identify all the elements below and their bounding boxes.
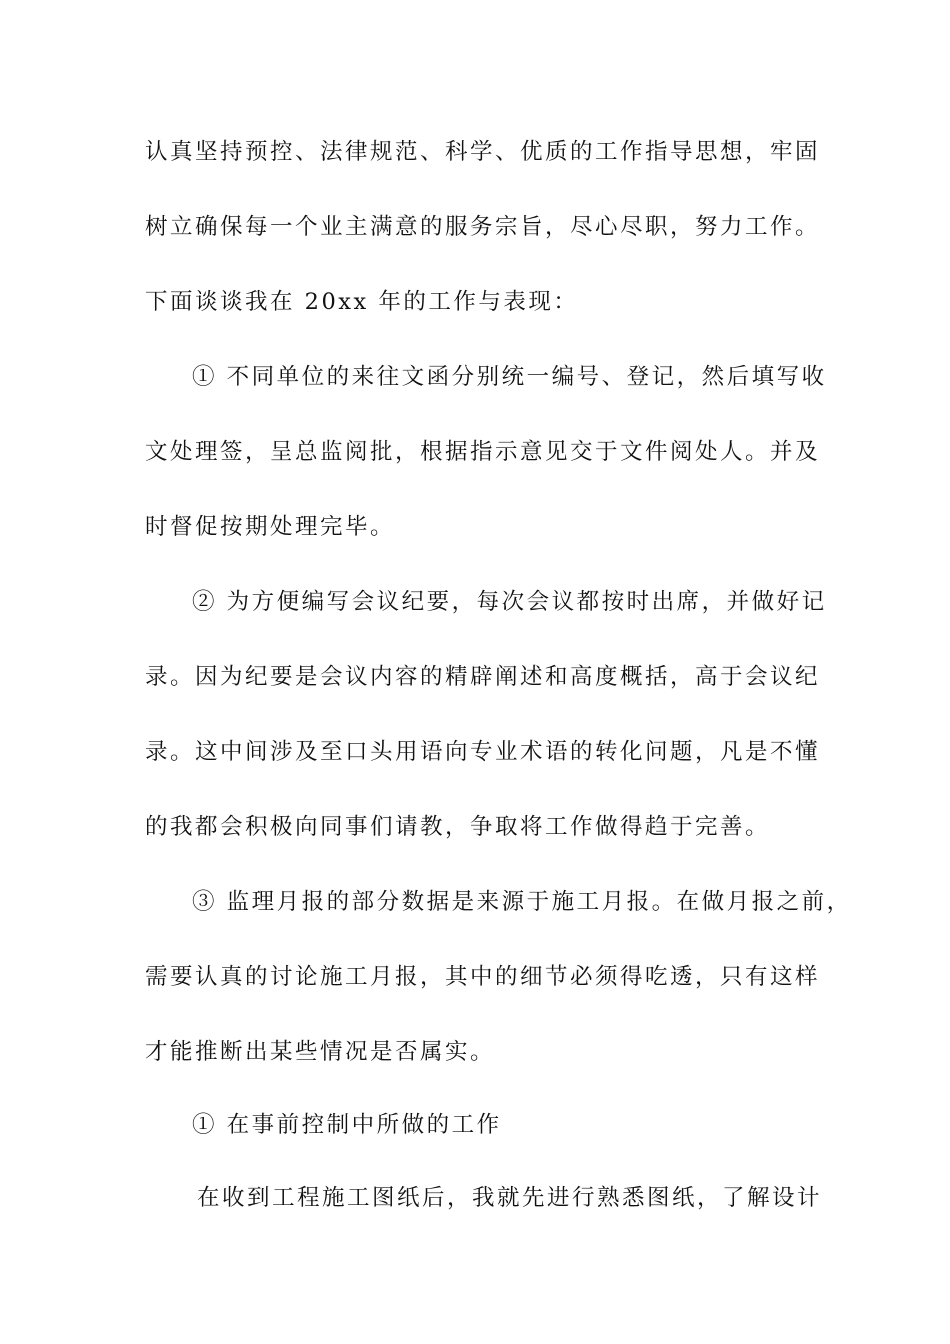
text-line: 时督促按期处理完毕。 — [145, 514, 396, 540]
text-line: 需要认真的讨论施工月报，其中的细节必须得吃透，只有这样 — [145, 964, 821, 990]
text-line: 文处理签，呈总监阅批，根据指示意见交于文件阅处人。并及 — [145, 439, 821, 465]
text-line: 录。因为纪要是会议内容的精辟阐述和高度概括，高于会议纪 — [145, 664, 821, 690]
text-line: 的我都会积极向同事们请教，争取将工作做得趋于完善。 — [145, 814, 771, 840]
text-line: 录。这中间涉及至口头用语向专业术语的转化问题，凡是不懂 — [145, 739, 821, 765]
text-line: 下面谈谈我在 20xx 年的工作与表现： — [145, 289, 579, 315]
text-line: 认真坚持预控、法律规范、科学、优质的工作指导思想，牢固 — [145, 139, 821, 165]
list-item-text: ① 不同单位的来往文函分别统一编号、登记，然后填写收 — [192, 364, 827, 390]
section-heading: ① 在事前控制中所做的工作 — [192, 1112, 502, 1138]
text-line: 在收到工程施工图纸后，我就先进行熟悉图纸，了解设计 — [197, 1185, 823, 1211]
text-line: 才能推断出某些情况是否属实。 — [145, 1039, 496, 1065]
list-item-text: ② 为方便编写会议纪要，每次会议都按时出席，并做好记 — [192, 589, 827, 615]
text-line: 树立确保每一个业主满意的服务宗旨，尽心尽职，努力工作。 — [145, 214, 821, 240]
list-item-text: ③ 监理月报的部分数据是来源于施工月报。在做月报之前， — [192, 889, 852, 915]
